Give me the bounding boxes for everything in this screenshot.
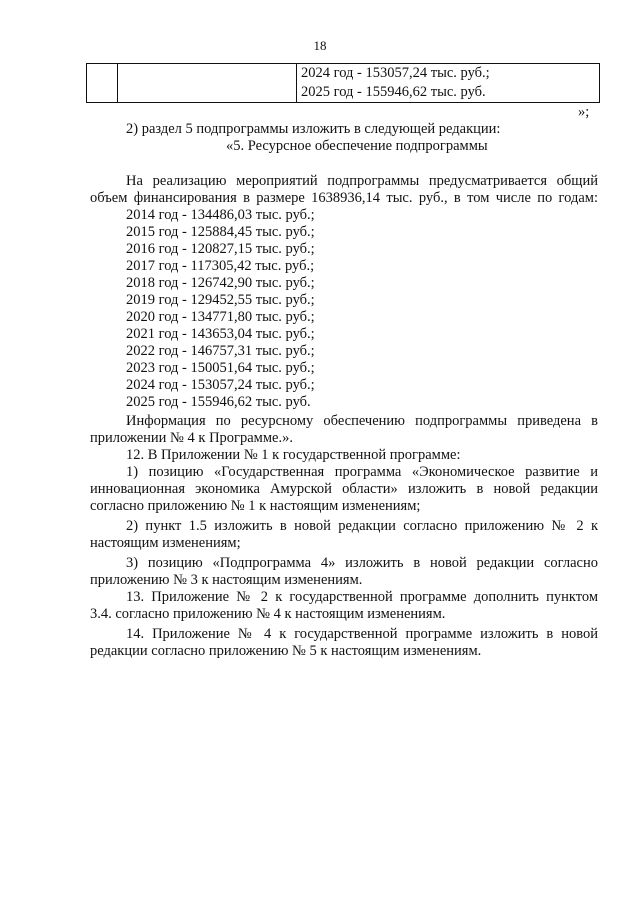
item-13-line-1: 13. Приложение № 2 к государственной программе дополнить пунктом [126,589,598,605]
year-item: 2021 год - 143653,04 тыс. руб.; [126,326,315,342]
year-item: 2014 год - 134486,03 тыс. руб.; [126,207,315,223]
table-line-2024: 2024 год - 153057,24 тыс. руб.; [301,65,490,81]
item-12-2-line-2: настоящим изменениям; [90,535,241,551]
para-section-5: 2) раздел 5 подпрограммы изложить в следующей редакции: [126,121,501,137]
page-number: 18 [313,38,327,53]
funding-table-fragment [86,63,600,103]
item-12-1-line-3: согласно приложению № 1 к настоящим изменениям; [90,498,421,514]
table-line-2025: 2025 год - 155946,62 тыс. руб. [301,84,486,100]
year-item: 2016 год - 120827,15 тыс. руб.; [126,241,315,257]
year-item: 2018 год - 126742,90 тыс. руб.; [126,275,315,291]
item-12: 12. В Приложении № 1 к государственной программе: [126,447,461,463]
year-list [126,207,634,411]
table-cell-name [118,64,297,103]
item-12-1-line-2: инновационная экономика Амурской области» изложить в новой редакции [90,481,598,497]
table-row [87,64,600,103]
section-heading: «5. Ресурсное обеспечение подпрограммы [226,138,488,154]
year-item: 2022 год - 146757,31 тыс. руб.; [126,343,315,359]
year-item: 2017 год - 117305,42 тыс. руб.; [126,258,315,274]
year-item: 2019 год - 129452,55 тыс. руб.; [126,292,315,308]
year-item: 2015 год - 125884,45 тыс. руб.; [126,224,315,240]
year-item: 2023 год - 150051,64 тыс. руб.; [126,360,315,376]
item-12-2-line-1: 2) пункт 1.5 изложить в новой редакции согласно приложению № 2 к [126,518,598,534]
table-cell-funding [297,64,600,103]
item-14-line-1: 14. Приложение № 4 к государственной программе изложить в новой [126,626,598,642]
funding-line-1: На реализацию мероприятий подпрограммы предусматривается общий [126,173,598,189]
funding-line-2: объем финансирования в размере 1638936,14 тыс. руб., в том числе по годам: [90,190,598,206]
item-14-line-2: редакции согласно приложению № 5 к настоящим изменениям. [90,643,482,659]
info-line-2: приложении № 4 к Программе.». [90,430,293,446]
item-13-line-2: 3.4. согласно приложению № 4 к настоящим изменениям. [90,606,446,622]
year-item: 2024 год - 153057,24 тыс. руб.; [126,377,315,393]
item-12-1-line-1: 1) позицию «Государственная программа «Экономическое развитие и [126,464,598,480]
info-line-1: Информация по ресурсному обеспечению подпрограммы приведена в [126,413,598,429]
table-cell-number [87,64,118,103]
year-item: 2025 год - 155946,62 тыс. руб. [126,394,311,410]
year-item: 2020 год - 134771,80 тыс. руб.; [126,309,315,325]
item-12-3-line-1: 3) позицию «Подпрограмма 4» изложить в новой редакции согласно [126,555,598,571]
closing-quote: »; [578,104,590,120]
item-12-3-line-2: приложению № 3 к настоящим изменениям. [90,572,363,588]
